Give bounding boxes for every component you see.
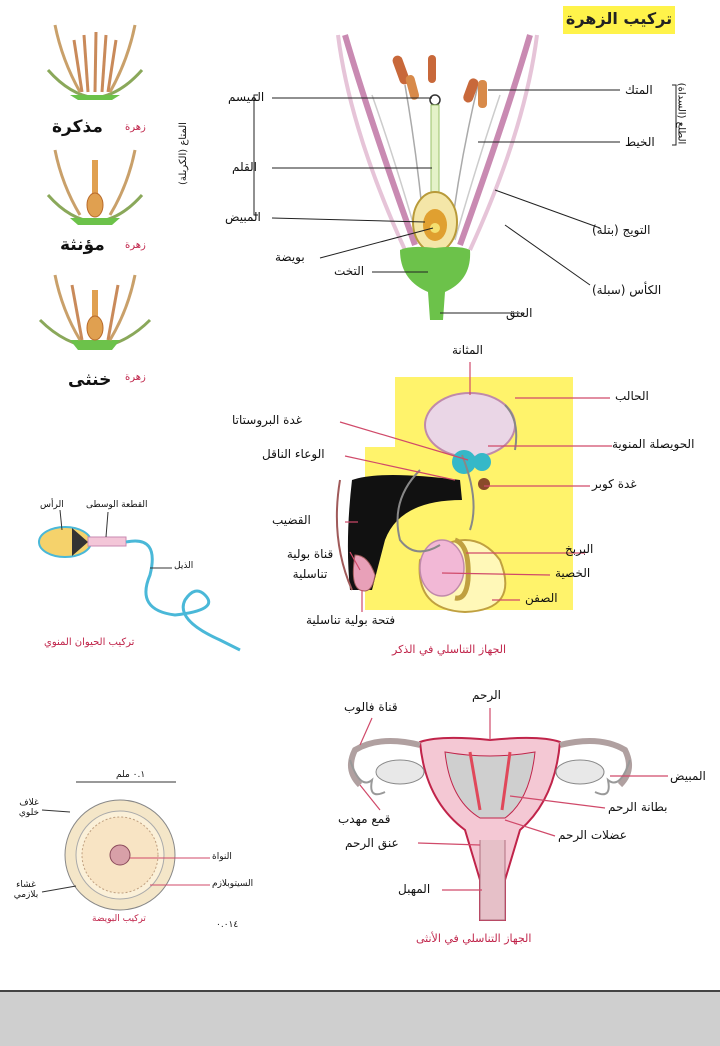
label-ovum-scale: ٠.١ ملم [116, 770, 146, 780]
male-system-drawing [337, 377, 573, 612]
label-corolla: التويج (بتلة) [592, 223, 651, 237]
label-filament: الخيط [625, 135, 655, 149]
label-ovary: المبيض [225, 210, 261, 224]
hermaphrodite-flower-name: خنثى [68, 370, 112, 390]
label-receptacle: التخت [334, 264, 365, 278]
bottom-bar [0, 990, 720, 1046]
label-vagina: المهبل [398, 882, 431, 896]
label-ovum-nucleus: النواة [212, 852, 232, 862]
label-ovary: المبيض [670, 769, 706, 783]
label-opening: فتحة بولية تناسلية [306, 613, 396, 627]
label-sperm-tail: الذيل [174, 561, 194, 571]
label-ureter: الحالب [615, 389, 649, 403]
ovum-drawing [42, 782, 210, 910]
label-fimbriae: قمع مهدب [338, 812, 391, 826]
hermaphrodite-flower-drawing [40, 275, 150, 350]
sperm-caption: تركيب الحيوان المنوي [44, 637, 135, 648]
label-seminal-vesicle: الحويصلة المنوية [612, 437, 695, 451]
label-anther: المتك [625, 83, 653, 97]
label-ovum-membrane: غشاء بلازمي [13, 880, 39, 900]
male-flower-drawing [48, 25, 142, 100]
label-epididymis: البربخ [565, 542, 594, 556]
label-bladder: المثانة [452, 343, 483, 357]
female-flower-word: زهرة [125, 240, 146, 251]
label-urethra: قناة بولية تناسلية [286, 547, 334, 581]
label-androecium: الطلع (السداة) [675, 82, 687, 145]
label-pedicel: العنق [506, 306, 533, 320]
label-vas-deferens: الوعاء الناقل [262, 447, 325, 461]
label-fallopian-tube: قناة فالوب [344, 700, 398, 714]
label-prostate: غدة البروستاتا [232, 413, 303, 427]
ovum-caption: تركيب البويضة [92, 914, 146, 924]
label-testis: الخصية [555, 566, 591, 580]
label-style: القلم [232, 160, 258, 174]
label-endometrium: بطانة الرحم [608, 800, 668, 814]
female-flower-drawing [48, 150, 142, 225]
label-scrotum: الصفن [525, 591, 558, 605]
label-stigma: الميسم [228, 90, 265, 104]
sperm-drawing [39, 510, 240, 650]
male-system-caption: الجهاز التناسلي في الذكر [392, 643, 507, 656]
label-cowper-gland: غدة كوبر [592, 477, 637, 491]
label-ovum-footnote: ٠.٠١٤ [216, 920, 239, 930]
female-flower-name: مؤنثة [60, 235, 105, 255]
label-cervix: عنق الرحم [345, 836, 399, 850]
label-myometrium: عضلات الرحم [558, 828, 627, 842]
flower-leaders [254, 85, 676, 313]
label-ovule: بويضة [275, 250, 305, 264]
hermaphrodite-flower-word: زهرة [125, 372, 146, 383]
page-title: تركيب الزهرة [565, 9, 673, 28]
label-uterus: الرحم [472, 688, 502, 702]
male-flower-name: مذكرة [52, 117, 103, 137]
label-sperm-midpiece: القطعة الوسطى [86, 500, 148, 510]
label-penis: القضيب [272, 513, 311, 527]
male-flower-word: زهرة [125, 122, 146, 133]
label-calyx: الكأس (سبلة) [592, 283, 662, 297]
female-system-caption: الجهاز التناسلي في الأنثى [416, 932, 532, 945]
label-sperm-head: الرأس [40, 500, 64, 510]
label-ovum-corona: غلاف خلوي [18, 798, 40, 818]
label-ovum-cytoplasm: السيتوبلازم [212, 879, 254, 889]
label-gynoecium: المتاع (الكربلة) [177, 122, 189, 185]
flower-structure-drawing [338, 35, 537, 320]
